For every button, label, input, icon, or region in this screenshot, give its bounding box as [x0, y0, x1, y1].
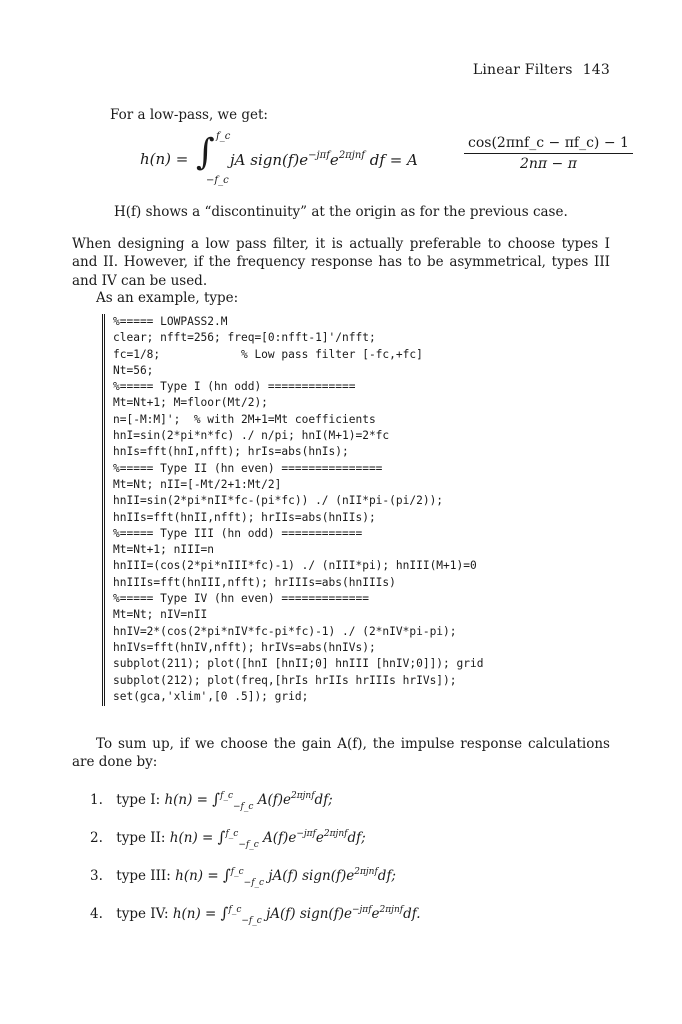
code-line: hnIVs=fft(hnIV,nfft); hrIVs=abs(hnIVs);	[113, 640, 376, 654]
code-line: %===== Type II (hn even) ===============	[113, 461, 383, 475]
integrand-base: jA sign(f)e	[230, 151, 309, 169]
list-label: type II:	[116, 830, 166, 846]
integral-upper-limit: f_c	[225, 829, 239, 839]
list-tail: df;	[377, 868, 396, 884]
integral-upper-limit: f_c	[228, 905, 242, 915]
list-integrand-2: e	[315, 830, 324, 846]
integral-lower-limit: −f_c	[241, 916, 262, 926]
code-line: %===== Type I (hn odd) =============	[113, 380, 356, 394]
list-lhs: h(n) =	[164, 792, 208, 808]
integral-sign: ∫	[217, 828, 226, 846]
integral-upper-limit: f_c	[230, 867, 244, 877]
list-item	[90, 790, 610, 812]
list-number: 4.	[90, 906, 103, 922]
example-paragraph: As an example, type:	[96, 290, 239, 306]
fraction-bar	[464, 153, 633, 154]
list-exponent: 2πjnf	[290, 791, 315, 801]
list-integrand-2: e	[371, 906, 380, 922]
code-line: subplot(212); plot(freq,[hrIs hrIIs hrIIIs hrIVs]);	[113, 673, 457, 687]
code-line: clear; nfft=256; freq=[0:nfft-1]'/nfft;	[113, 331, 376, 345]
integral-sign: ∫	[196, 132, 215, 173]
list-exponent-2: 2πjnf	[379, 905, 404, 915]
equation-df: df = A	[369, 151, 418, 169]
code-line: Mt=Nt; nIV=nII	[113, 608, 208, 622]
list-label: type III:	[116, 868, 171, 884]
list-number: 3.	[90, 868, 103, 884]
list-lhs: h(n) =	[175, 868, 219, 884]
equation-fraction	[464, 135, 633, 172]
code-line: hnII=sin(2*pi*nII*fc-(pi*fc)) ./ (nII*pi-(pi/2));	[113, 494, 444, 508]
integral-lower-limit: −f_c	[243, 878, 265, 888]
code-line: hnIII=(cos(2*pi*nIII*fc)-1) ./ (nIII*pi); hnIII(M+1)=0	[113, 559, 477, 573]
code-line: hnIV=2*(cos(2*pi*nIV*fc-pi*fc)-1) ./ (2*nIV*pi-pi);	[113, 624, 457, 638]
integrand-exponent-2: 2πjnf	[338, 150, 365, 161]
list-exponent-1: −jπf	[351, 905, 372, 915]
code-line: Mt=Nt+1; nIII=n	[113, 543, 215, 557]
design-paragraph: When designing a low pass filter, it is actually preferable to choose types I and II. However, if the frequency response has to be asymmetrical, types III and IV can be used.	[72, 236, 610, 289]
code-line: Nt=56;	[113, 363, 154, 377]
intro-text: For a low-pass, we get:	[110, 107, 268, 123]
fraction-numerator: cos(2πnf_c − πf_c) − 1	[468, 135, 629, 151]
code-line: %===== Type III (hn odd) ============	[113, 526, 363, 540]
summary-paragraph: To sum up, if we choose the gain A(f), the impulse response calculations are done by:	[72, 736, 610, 771]
page-number: 143	[582, 62, 610, 78]
list-item	[90, 866, 610, 888]
code-line: hnIIs=fft(hnII,nfft); hrIIs=abs(hnIIs);	[113, 510, 376, 524]
list-exponent: 2πjnf	[354, 867, 378, 877]
code-line: hnI=sin(2*pi*n*fc) ./ n/pi; hnI(M+1)=2*fc	[113, 429, 390, 443]
integral-lower-limit: −f_c	[238, 840, 259, 850]
code-line: n=[-M:M]'; % with 2M+1=Mt coefficients	[113, 412, 376, 426]
matlab-code-block	[102, 314, 610, 706]
integral-sign: ∫	[212, 790, 221, 808]
main-equation	[140, 131, 629, 191]
integral-sign: ∫	[222, 866, 231, 884]
integrand-exponent-1: −jπf	[308, 150, 330, 161]
discontinuity-note: H(f) shows a “discontinuity” at the origin as for the previous case.	[114, 204, 568, 220]
integral-lower-limit: −f_c	[232, 802, 254, 812]
list-integrand: jA(f) sign(f)e	[266, 906, 352, 922]
running-head	[473, 62, 610, 78]
equation-integrand	[230, 150, 418, 169]
list-label: type I:	[116, 792, 161, 808]
list-number: 2.	[90, 830, 103, 846]
list-tail: df;	[347, 830, 366, 846]
code-line: hnIs=fft(hnI,nfft); hrIs=abs(hnIs);	[113, 445, 349, 459]
list-integrand: A(f)e	[263, 830, 297, 846]
list-label: type IV:	[116, 906, 169, 922]
list-exponent-2: 2πjnf	[323, 829, 348, 839]
integral-upper-limit: f_c	[216, 131, 231, 142]
code-line: subplot(211); plot([hnI [hnII;0] hnIII [hnIV;0]]); grid	[113, 657, 484, 671]
integral-lower-limit: −f_c	[206, 175, 229, 186]
list-integrand: jA(f) sign(f)e	[268, 868, 355, 884]
code-line: %===== LOWPASS2.M	[113, 315, 228, 328]
chapter-title: Linear Filters	[472, 62, 573, 78]
code-line: set(gca,'xlim',[0 .5]); grid;	[113, 689, 309, 703]
integrand-base-2: e	[329, 151, 339, 169]
integral-upper-limit: f_c	[220, 791, 233, 801]
code-line: Mt=Nt+1; M=floor(Mt/2);	[113, 396, 268, 410]
list-integrand: A(f)e	[257, 792, 291, 808]
code-line: %===== Type IV (hn even) =============	[113, 592, 369, 606]
list-tail: df.	[403, 906, 421, 922]
code-line: hnIIIs=fft(hnIII,nfft); hrIIIs=abs(hnIIIs)	[113, 575, 396, 589]
code-line: Mt=Nt; nII=[-Mt/2+1:Mt/2]	[113, 477, 282, 491]
list-item	[90, 828, 610, 850]
code-line: fc=1/8; % Low pass filter [-fc,+fc]	[113, 347, 423, 361]
list-item	[90, 904, 610, 926]
list-exponent-1: −jπf	[296, 829, 316, 839]
list-number: 1.	[90, 792, 103, 808]
list-tail: df;	[314, 792, 333, 808]
integral-sign: ∫	[220, 904, 229, 922]
list-lhs: h(n) =	[172, 906, 217, 922]
equation-lhs: h(n) =	[140, 150, 189, 168]
fraction-denominator: 2nπ − π	[519, 156, 577, 172]
list-lhs: h(n) =	[169, 830, 214, 846]
